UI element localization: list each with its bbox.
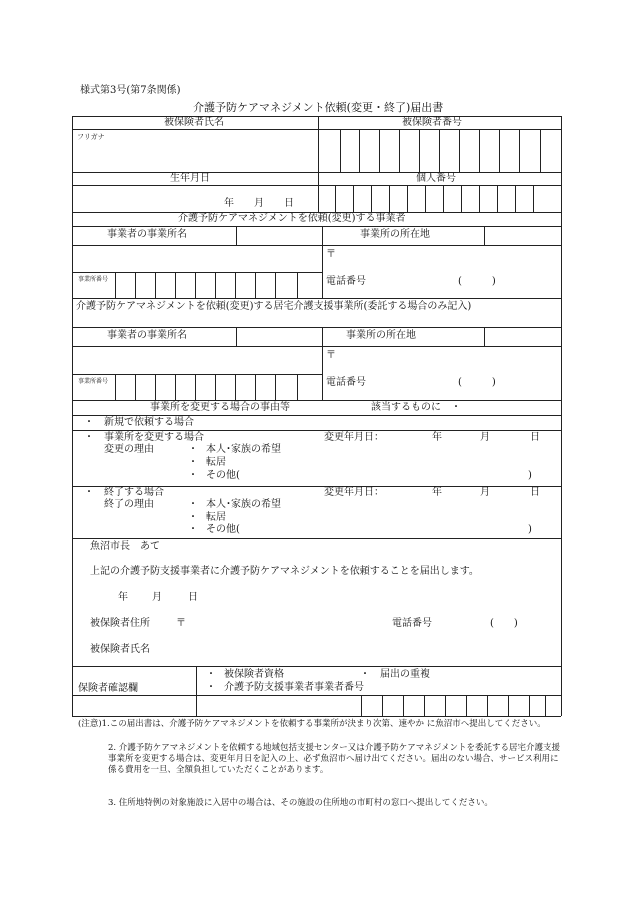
office-address-field[interactable]: [340, 247, 559, 267]
office-address-label: 事業所の所在地: [360, 229, 430, 240]
form-number: 様式第3号(第7条関係): [80, 85, 181, 96]
declaration-day: 日: [188, 592, 198, 603]
declaration-postal-mark: 〒: [176, 618, 186, 629]
personal-number-label: 個人番号: [416, 173, 456, 184]
end-bullet[interactable]: ・: [84, 487, 94, 498]
birthdate-label: 生年月日: [170, 173, 210, 184]
support-section-title: 介護予防ケアマネジメントを依頼(変更)する居宅介護支援事業所(委託する場合のみ記入): [76, 301, 472, 312]
office-number-field[interactable]: [116, 273, 320, 297]
personal-number-field[interactable]: [320, 187, 560, 211]
new-request-bullet[interactable]: ・: [84, 417, 94, 428]
declaration-address-field[interactable]: [190, 615, 380, 631]
birthdate-field[interactable]: [74, 187, 224, 211]
support-office-number-field[interactable]: [116, 375, 320, 399]
insured-number-label: 被保険者番号: [402, 117, 462, 128]
insured-number-field[interactable]: [320, 131, 560, 171]
change-title: 事業所を変更する場合: [104, 432, 204, 443]
declaration-address-label: 被保険者住所: [90, 618, 150, 629]
note-3: 3. 住所地特例の対象施設に入居中の場合は、その施設の住所地の市町村の窓口へ提出してください。: [108, 798, 493, 808]
change-day: 日: [530, 432, 540, 443]
insurer-check-item-1: 被保険者資格: [224, 669, 284, 680]
office-phone-parens: ( ): [458, 276, 496, 287]
insurer-check-bullet-2[interactable]: ・: [360, 669, 370, 680]
office-number-label: 事業所番号: [78, 276, 109, 283]
insurer-check-item-2: 届出の重複: [380, 669, 430, 680]
support-postal-mark: 〒: [326, 350, 336, 361]
end-date-label: 変更年月日：: [324, 487, 384, 498]
change-opt3-bullet[interactable]: ・: [188, 470, 198, 481]
change-month: 月: [480, 432, 490, 443]
end-opt3-close: ): [528, 524, 532, 535]
declaration-statement: 上記の介護予防支援事業者に介護予防ケアマネジメントを依頼することを届出します。: [90, 566, 479, 577]
end-year: 年: [432, 487, 442, 498]
declaration-month: 月: [152, 592, 162, 603]
addressee: 魚沼市長 あて: [90, 541, 160, 552]
insurer-number-field[interactable]: [198, 697, 559, 715]
end-opt2-bullet[interactable]: ・: [188, 512, 198, 523]
end-title: 終了する場合: [104, 487, 164, 498]
end-opt1-bullet[interactable]: ・: [188, 499, 198, 510]
declaration-phone-label: 電話番号: [392, 618, 432, 629]
birthdate-suffix: 年 月 日: [224, 198, 294, 209]
declaration-name-label: 被保険者氏名: [90, 644, 150, 655]
declaration-name-field[interactable]: [166, 641, 366, 657]
change-opt1: 本人･家族の希望: [206, 444, 281, 455]
support-address-label: 事業所の所在地: [346, 330, 416, 341]
change-year: 年: [432, 432, 442, 443]
office-phone-label: 電話番号: [326, 276, 366, 287]
furigana-label: フリガナ: [77, 133, 105, 141]
new-request-label: 新規で依頼する場合: [104, 417, 194, 428]
end-reason-label: 終了の理由: [104, 499, 154, 510]
office-postal-mark: 〒: [326, 249, 336, 260]
reasons-header-note: 該当するものに ・: [371, 402, 461, 413]
form-title: 介護予防ケアマネジメント依頼(変更・終了)届出書: [193, 101, 444, 114]
change-opt2-bullet[interactable]: ・: [188, 457, 198, 468]
support-office-name-field[interactable]: [74, 348, 320, 372]
reasons-header: 事業所を変更する場合の事由等: [150, 402, 290, 413]
support-phone-parens: ( ): [458, 377, 496, 388]
change-bullet[interactable]: ・: [84, 432, 94, 443]
support-office-number-label: 事業所番号: [78, 378, 109, 385]
office-name-label: 事業者の事業所名: [107, 229, 187, 240]
insurer-check-item-3: 介護予防支援事業者事業者番号: [224, 682, 364, 693]
end-day: 日: [530, 487, 540, 498]
end-opt3-bullet[interactable]: ・: [188, 524, 198, 535]
insurer-check-bullet-1[interactable]: ・: [206, 669, 216, 680]
declaration-phone-parens: ( ): [490, 618, 518, 629]
declaration-year: 年: [118, 592, 128, 603]
change-opt2: 転居: [206, 457, 226, 468]
change-date-label: 変更年月日：: [324, 432, 384, 443]
support-office-name-label: 事業者の事業所名: [107, 330, 187, 341]
office-name-field[interactable]: [74, 247, 320, 271]
change-opt3: その他(: [206, 470, 240, 481]
office-section-title: 介護予防ケアマネジメントを依頼(変更)する事業者: [178, 213, 406, 224]
change-reason-label: 変更の理由: [104, 444, 154, 455]
end-opt3: その他(: [206, 524, 240, 535]
insurer-check-bullet-3[interactable]: ・: [206, 682, 216, 693]
insured-name-label: 被保険者氏名: [164, 117, 224, 128]
support-phone-label: 電話番号: [326, 377, 366, 388]
note-2: 2. 介護予防ケアマネジメントを依頼する地域包括支援センター又は介護予防ケアマネジメントを委託する居宅介護支援事業所を変更する場合は、変更年月日を記入の上、必ず魚沼市へ届け出てください。届出のない場合、サービス利用に係る費用を一旦、全額負担していただくことがあります。: [108, 743, 560, 775]
end-month: 月: [480, 487, 490, 498]
note-1: (注意)1.この届出書は、介護予防ケアマネジメントを依頼する事業所が決まり次第、速やか に魚沼市へ提出してください。: [78, 719, 546, 729]
insurer-check-label: 保険者確認欄: [78, 683, 138, 694]
end-opt2: 転居: [206, 512, 226, 523]
support-address-field[interactable]: [340, 348, 559, 368]
change-opt3-close: ): [528, 470, 532, 481]
end-opt1: 本人･家族の希望: [206, 499, 281, 510]
insured-name-field[interactable]: [74, 142, 316, 170]
change-opt1-bullet[interactable]: ・: [188, 444, 198, 455]
